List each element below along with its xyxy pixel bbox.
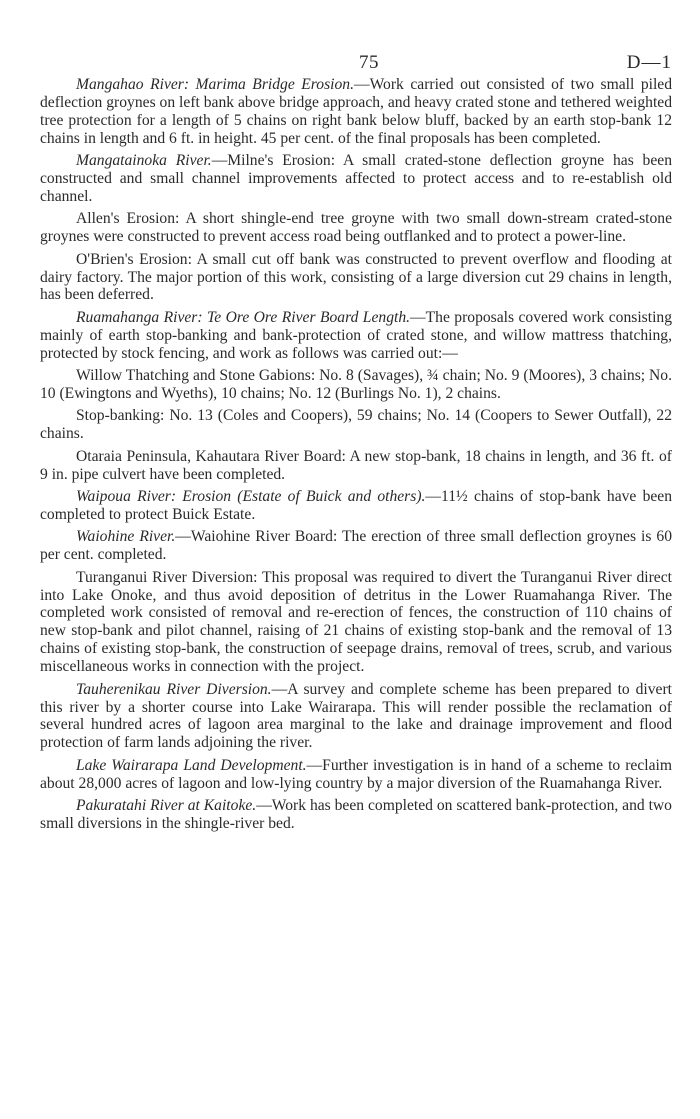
document-reference: D—1 <box>626 52 672 73</box>
paragraph-mangahao <box>40 76 672 148</box>
paragraph-text: —Milne's Erosion: A small crated-stone deflection groyne has been constructed and small channel improvements affected to protect access and to re-establish old channel. <box>40 152 672 205</box>
paragraph-heading: Lake Wairarapa Land Development. <box>76 756 307 774</box>
paragraph-heading: Mangatainoka River. <box>76 152 212 170</box>
page-header <box>40 0 672 76</box>
paragraph-text: Turanganui River Diversion: This proposal was required to divert the Turanganui River direct into Lake Onoke, and thus avoid deposition of detritus in the Lower Ruamahanga River. The completed work consisted of removal and re-erection of fences, the construction of 110 chains of new stop-bank and pilot channel, raising of 21 chains of existing stop-bank and the removal of 13 chains of existing stop-bank, the construction of seepage drains, removal of trees, scrub, and various miscellaneous works in connection with the project. <box>40 568 672 676</box>
paragraph-tauherenikau <box>40 681 672 753</box>
paragraph-heading: Waipoua River: Erosion (Estate of Buick and others). <box>76 488 426 506</box>
paragraph-allens-erosion <box>40 210 672 246</box>
paragraph-waiohine <box>40 528 672 564</box>
paragraph-text: —Work has been completed on scattered bank-protection, and two small diversions in the shingle-river bed. <box>40 797 672 832</box>
page-number: 75 <box>359 52 379 73</box>
paragraph-text: —Waiohine River Board: The erection of three small deflection groynes is 60 per cent. completed. <box>40 528 672 564</box>
paragraph-text: —The proposals covered work consisting mainly of earth stop-banking and bank-protection of crated stone, and willow mattress thatching, protected by stock fencing, and work as follows was carried out:— <box>40 308 672 362</box>
paragraph-mangatainoka <box>40 152 672 206</box>
paragraph-pakuratahi <box>40 797 672 833</box>
paragraph-otaraia <box>40 448 672 484</box>
paragraph-heading: Mangahao River: Marima Bridge Erosion. <box>76 76 354 93</box>
paragraph-text: —Further investigation is in hand of a scheme to reclaim about 28,000 acres of lagoon and low-lying country by a major diversion of the Ruamahanga River. <box>40 756 672 792</box>
paragraph-lake-wairarapa <box>40 757 672 793</box>
paragraph-stop-banking <box>40 407 672 443</box>
paragraph-text: —Work carried out consisted of two small piled deflection groynes on left bank above bridge approach, and heavy crated stone and tethered weighted tree protection for a length of 5 chains on right bank below bluff, backed by an earth stop-bank 12 chains in length and 6 ft. in height. 45 per cent. of the final proposals has been completed. <box>40 76 673 147</box>
paragraph-text: O'Brien's Erosion: A small cut off bank was constructed to prevent overflow and flooding at dairy factory. The major portion of this work, consisting of a large diversion cut 29 chains in length, has been deferred. <box>40 250 672 304</box>
paragraph-heading: Tauherenikau River Diversion. <box>76 680 272 698</box>
paragraph-text: Stop-banking: No. 13 (Coles and Coopers), 59 chains; No. 14 (Coopers to Sewer Outfall), 22 chains. <box>40 407 672 443</box>
paragraph-willow-thatching <box>40 367 672 403</box>
paragraph-text: Otaraia Peninsula, Kahautara River Board: A new stop-bank, 18 chains in length, and 36 ft. of 9 in. pipe culvert have been completed. <box>40 447 672 483</box>
paragraph-text: —11½ chains of stop-bank have been completed to protect Buick Estate. <box>40 488 672 523</box>
paragraph-turanganui <box>40 569 672 676</box>
paragraph-text: Allen's Erosion: A short shingle-end tree groyne with two small down-stream crated-stone groynes were constructed to prevent access road being outflanked and to protect a power-line. <box>40 210 672 246</box>
paragraph-heading: Waiohine River. <box>76 528 176 546</box>
paragraph-obriens-erosion <box>40 251 672 305</box>
paragraph-heading: Pakuratahi River at Kaitoke. <box>76 797 257 815</box>
paragraph-waipoua <box>40 488 672 524</box>
paragraph-heading: Ruamahanga River: Te Ore Ore River Board Length. <box>76 308 411 326</box>
paragraph-text: Willow Thatching and Stone Gabions: No. 8 (Savages), ¾ chain; No. 9 (Moores), 3 chains; No. 10 (Ewingtons and Wyeths), 10 chains; No. 12 (Burlings No. 1), 2 chains. <box>40 367 672 402</box>
paragraph-ruamahanga <box>40 309 672 363</box>
paragraph-text: —A survey and complete scheme has been prepared to divert this river by a shorter course into Lake Wairarapa. This will render possible the reclamation of several hundred acres of lagoon area marginal to the lake and drainage improvement and flood protection of farm lands adjoining the river. <box>40 680 673 752</box>
body-text <box>40 76 672 833</box>
